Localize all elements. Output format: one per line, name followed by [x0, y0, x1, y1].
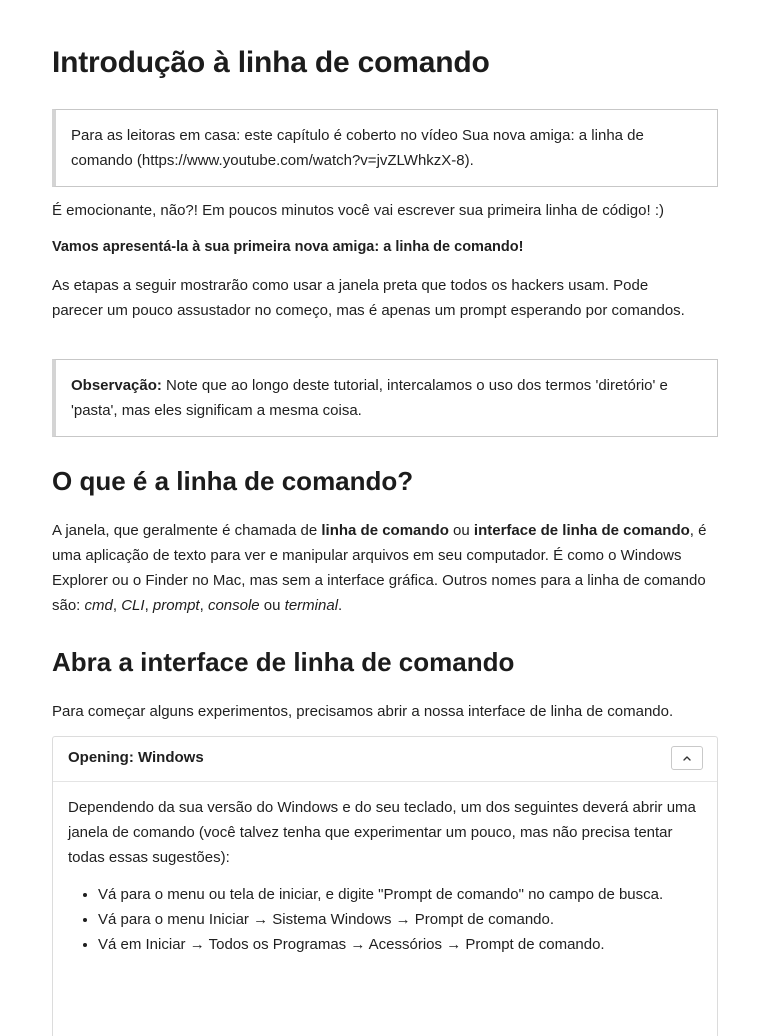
open-paragraph: Para começar alguns experimentos, precisamos abrir a nossa interface de linha de comando.: [52, 703, 674, 720]
term-cmd: cmd: [84, 597, 113, 614]
list-item: • Vá para o menu ou tela de iniciar, e digite "Prompt de comando" no campo de busca.: [98, 882, 663, 907]
section-heading-open: Abra a interface de linha de comando: [52, 647, 515, 677]
term-terminal: terminal: [284, 597, 339, 614]
what-paragraph: A janela, que geralmente é chamada de linha de comando ou interface de linha de comando, é uma aplicação de texto para ver e manipular arquivos em seu computador. É como o Windows Explorer ou o Finder no Mac, mas sem a interface gráfica. Outros nomes para a linha de comando são: cmd, CLI, prompt, console ou terminal.: [52, 522, 707, 614]
observation-text: Note que ao longo deste tutorial, intercalamos o uso dos termos 'diretório' e 'pasta', mas eles significam a mesma coisa.: [71, 377, 668, 419]
video-note: [52, 109, 718, 187]
term-cli: CLI: [121, 597, 145, 614]
page-title: Introdução à linha de comando: [52, 46, 490, 79]
toggle-body-text: Dependendo da sua versão do Windows e do seu teclado, um dos seguintes deverá abrir uma janela de comando (você talvez tenha que experimentar um pouco, mas não precisa tentar todas essas sugestões):: [68, 799, 696, 866]
toggle-title: Opening: Windows: [68, 749, 204, 766]
windows-toggle-panel: [52, 736, 718, 1036]
intro-bold-paragraph: Vamos apresentá-la à sua primeira nova amiga: a linha de comando!: [52, 239, 524, 255]
section-heading-what: O que é a linha de comando?: [52, 466, 414, 496]
collapse-button[interactable]: [671, 746, 703, 770]
intro-paragraph: É emocionante, não?! Em poucos minutos você vai escrever sua primeira linha de código! :): [52, 202, 664, 219]
observation-note: [52, 359, 718, 437]
video-note-text: Para as leitoras em casa: este capítulo é coberto no vídeo Sua nova amiga: a linha de comando (https://www.youtube.com/watch?v=jvZLWhkzX-8).: [71, 127, 644, 169]
term-prompt: prompt: [152, 597, 200, 614]
observation-label: Observação:: [71, 377, 162, 394]
toggle-header[interactable]: [53, 737, 717, 782]
options-list: [68, 882, 663, 957]
term-linha-de-comando: linha de comando: [321, 522, 449, 539]
list-item: • Vá para o menu Iniciar → Sistema Windows → Prompt de comando.: [98, 907, 663, 932]
term-interface: interface de linha de comando: [473, 522, 690, 539]
list-item: • Vá em Iniciar → Todos os Programas → Acessórios → Prompt de comando.: [98, 932, 663, 957]
steps-paragraph: As etapas a seguir mostrarão como usar a janela preta que todos os hackers usam. Pode parecer um pouco assustador no começo, mas é apenas um prompt esperando por comandos.: [52, 277, 685, 319]
chevron-up-icon: [682, 755, 692, 762]
term-console: console: [207, 597, 260, 614]
